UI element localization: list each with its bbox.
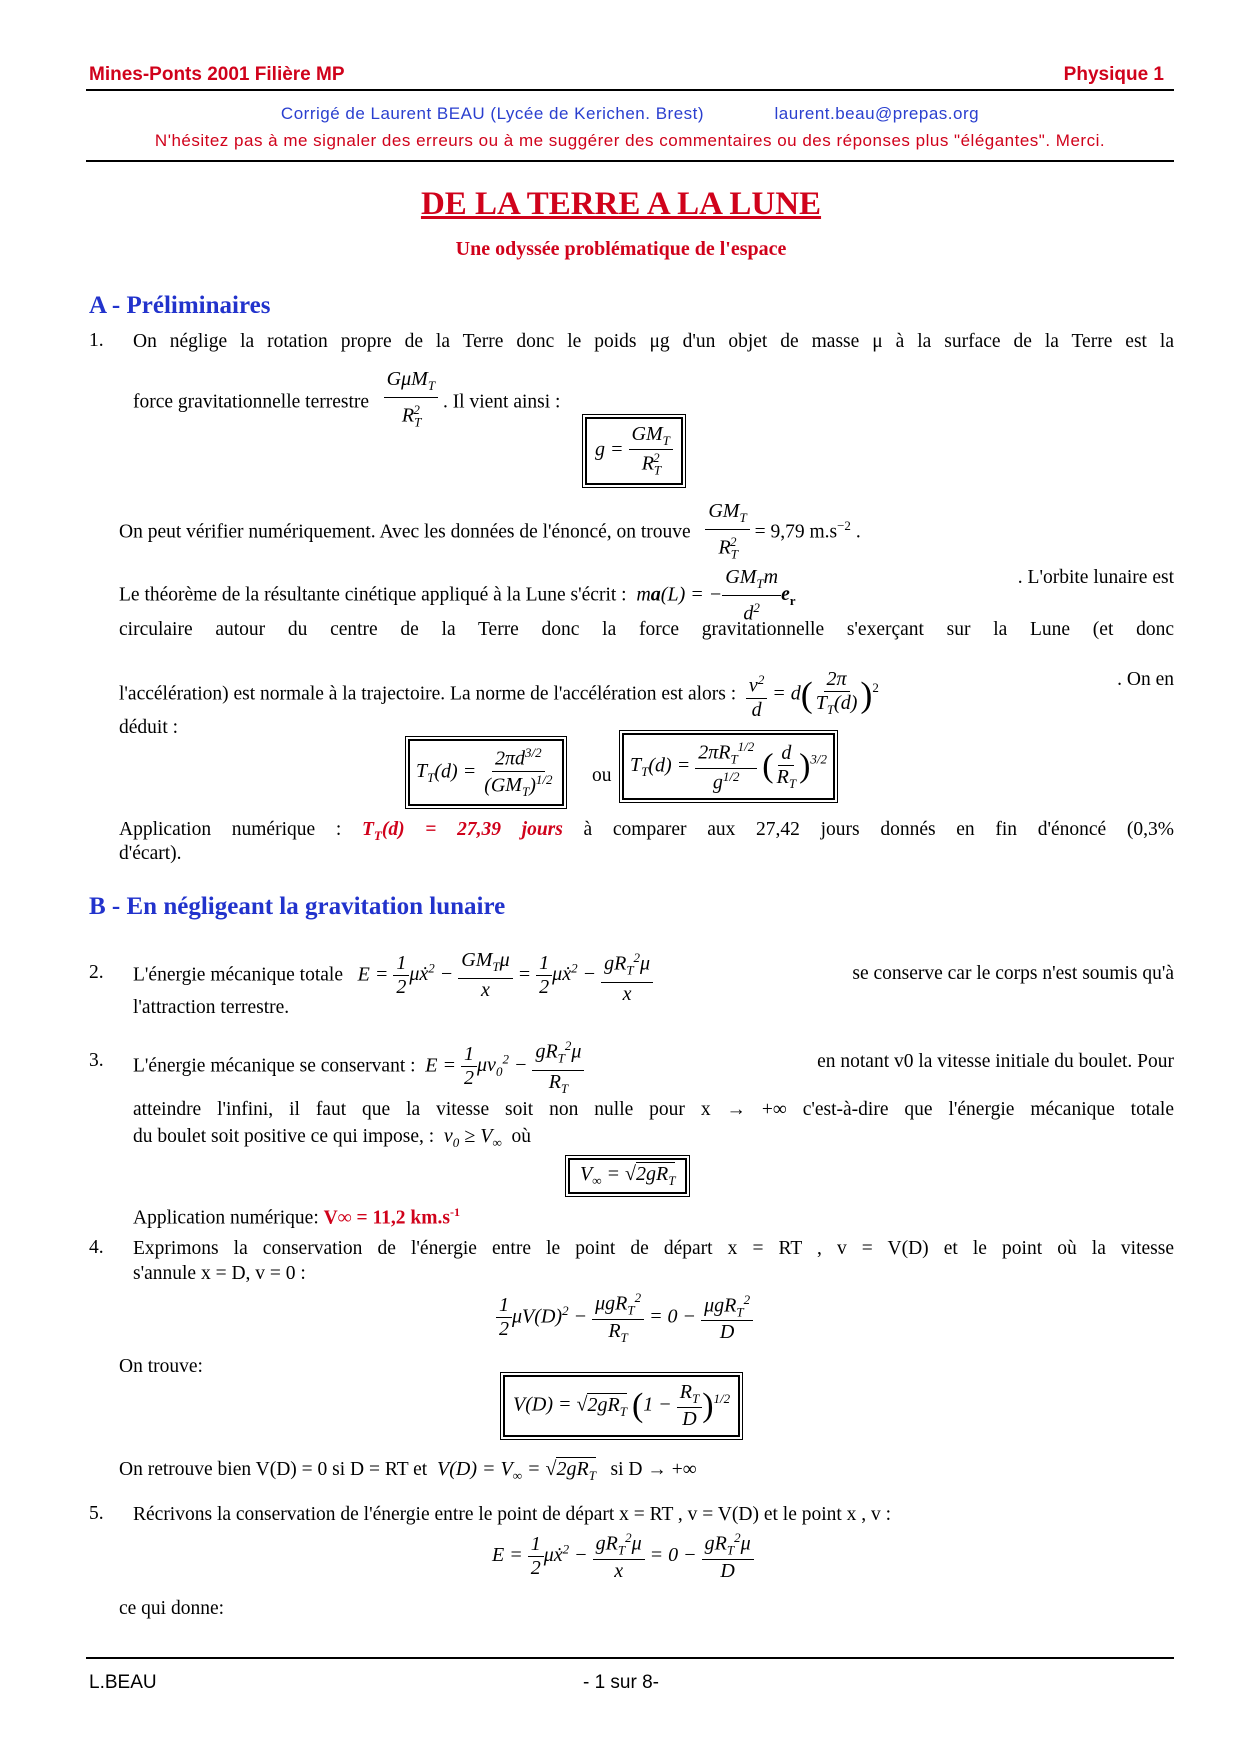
- item-3-line-2: atteindre l'infini, il faut que la vitesse soit non nulle pour x → +∞ c'est-à-dire que l'énergie mécanique totale: [133, 1099, 1174, 1120]
- section-a-heading: A - Préliminaires: [89, 292, 271, 319]
- item-1-line-2: force gravitationnelle terrestre $\frac{G\mu M_T}{R_T^2}$ . Il vient ainsi :: [133, 368, 561, 430]
- boxed-period-formula-1: $T_T(d)$ = $\frac{2\pi d^{3/2}}{(GM_T)^{1/2}}$: [408, 739, 564, 806]
- credit-note: N'hésitez pas à me signaler des erreurs ou à me suggérer des commentaires ou des réponses plus "élégantes". Merci.: [154, 131, 1106, 150]
- credit-line: [86, 104, 1174, 124]
- item-4-energy-equation: $\frac{1}{2}$ $\mu V(D)^2$ − $\frac{\mu gR_T^2}{R_T}$ = 0 − $\frac{\mu gR_T^2}{D}$: [496, 1290, 753, 1346]
- item-5-line-1: Récrivons la conservation de l'énergie entre le point de départ x = RT , v = V(D) et le point x , v :: [133, 1504, 892, 1525]
- boxed-velocity-formula: $V(D) = √2gR_T$ (1 − $\frac{R_T}{D}$ )$^{1/2}$: [503, 1375, 740, 1437]
- application-line: Application numérique : $T_T(d) = 27,39$ jours à comparer aux 27,42 jours donnés en fin d'énoncé (0,3%: [119, 819, 1175, 843]
- verification-line: On peut vérifier numériquement. Avec les données de l'énoncé, on trouve $\frac{GM_T}{R_T^2}$ = 9,79 $m.s^{-2}$ .: [119, 500, 861, 562]
- boxed-period-formula-2: $T_T(d)$ = $\frac{2\pi R_T^{1/2}}{g^{1/2}}$ ( $\frac{d}{R_T}$ )$^{3/2}$: [622, 733, 835, 800]
- page-title: DE LA TERRE A LA LUNE: [420, 186, 822, 222]
- item-2-number: 2.: [89, 962, 104, 983]
- email-link[interactable]: laurent.beau@prepas.org: [774, 104, 980, 123]
- item-1-number: 1.: [89, 330, 104, 351]
- item-3-line-1: L'énergie mécanique se conservant : E = $\frac{1}{2}$ $\mu v_0^2$ − $\frac{gR_T^2\mu}{R_T}$ en notant v0 la vitesse initiale du boulet. Pour: [133, 1034, 1174, 1100]
- item-4-retrouve: On retrouve bien V(D) = 0 si D = RT et $V(D) = V_\infty = √2gR_T$ si D → +∞: [119, 1458, 697, 1483]
- or-word: ou: [592, 765, 612, 786]
- item-1-line-1: On néglige la rotation propre de la Terre donc le poids μg d'un objet de masse μ à la surface de la Terre est la: [133, 331, 1174, 352]
- item-4-trouve: On trouve:: [119, 1356, 203, 1377]
- section-b-heading: B - En négligeant la gravitation lunaire: [89, 893, 506, 920]
- item-5-energy-equation: E = $\frac{1}{2}$ μẋ$^2$ − $\frac{gR_T^2\mu}{x}$ = 0 − $\frac{gR_T^2\mu}{D}$: [492, 1530, 754, 1583]
- header-rule-2: [86, 160, 1174, 162]
- header-left: Mines-Ponts 2001 Filière MP: [89, 64, 345, 85]
- item-2-line-1: L'énergie mécanique totale E = $\frac{1}{2}$ μẋ$^2$ − $\frac{GM_T\mu}{x}$ = $\frac{1}{2}$ μẋ$^2$ − $\frac{gR_T^2\mu}{x}$ se conserve car le corps n'est soumis qu'à: [133, 946, 1174, 1006]
- item-3-application: Application numérique: V∞ = 11,2 $km.s^{-1}$: [133, 1205, 460, 1229]
- item-4-number: 4.: [89, 1237, 104, 1258]
- item-3-line-3: du boulet soit positive ce qui impose, : $v_0 \ge V_\infty$ où: [133, 1125, 532, 1150]
- item-5-line-2: ce qui donne:: [119, 1598, 225, 1619]
- footer-author: L.BEAU: [89, 1672, 157, 1693]
- application-end: d'écart).: [119, 843, 182, 864]
- item-2-line-2: l'attraction terrestre.: [133, 997, 290, 1018]
- boxed-escape-velocity: $V_\infty = √2gR_T$: [568, 1158, 687, 1194]
- item-4-line-1: Exprimons la conservation de l'énergie entre le point de départ x = RT , v = V(D) et le point où la vitesse: [133, 1238, 1174, 1259]
- page-number: - 1 sur 8-: [582, 1672, 660, 1693]
- credit-text: Corrigé de Laurent BEAU (Lycée de Kerichen. Brest): [280, 104, 705, 123]
- header-rule: [86, 89, 1174, 91]
- theorem-line: Le théorème de la résultante cinétique appliqué à la Lune s'écrit : ma(L) = − $\frac{GM_Tm}{d^2}$ $e_r$ . L'orbite lunaire est: [119, 566, 1174, 625]
- orbit-line-3: l'accélération) est normale à la trajectoire. La norme de l'accélération est alors : $\frac{v^2}{d}$ = d( $\frac{2\pi}{T_T(d)}$ )$^2$ . On en: [119, 668, 1174, 721]
- item-3-number: 3.: [89, 1050, 104, 1071]
- footer-rule: [86, 1657, 1174, 1659]
- page-subtitle: Une odyssée problématique de l'espace: [455, 238, 787, 260]
- boxed-g-formula: g = $\frac{GM_T}{R_T^2}$: [585, 417, 683, 485]
- header-right: Physique 1: [1063, 64, 1164, 85]
- orbit-line-2: circulaire autour du centre de la Terre donc la force gravitationnelle s'exerçant sur la Lune (et donc: [119, 619, 1174, 640]
- item-4-line-2: s'annule x = D, v = 0 :: [133, 1263, 306, 1284]
- item-5-number: 5.: [89, 1503, 104, 1524]
- deduit-label: déduit :: [119, 717, 179, 738]
